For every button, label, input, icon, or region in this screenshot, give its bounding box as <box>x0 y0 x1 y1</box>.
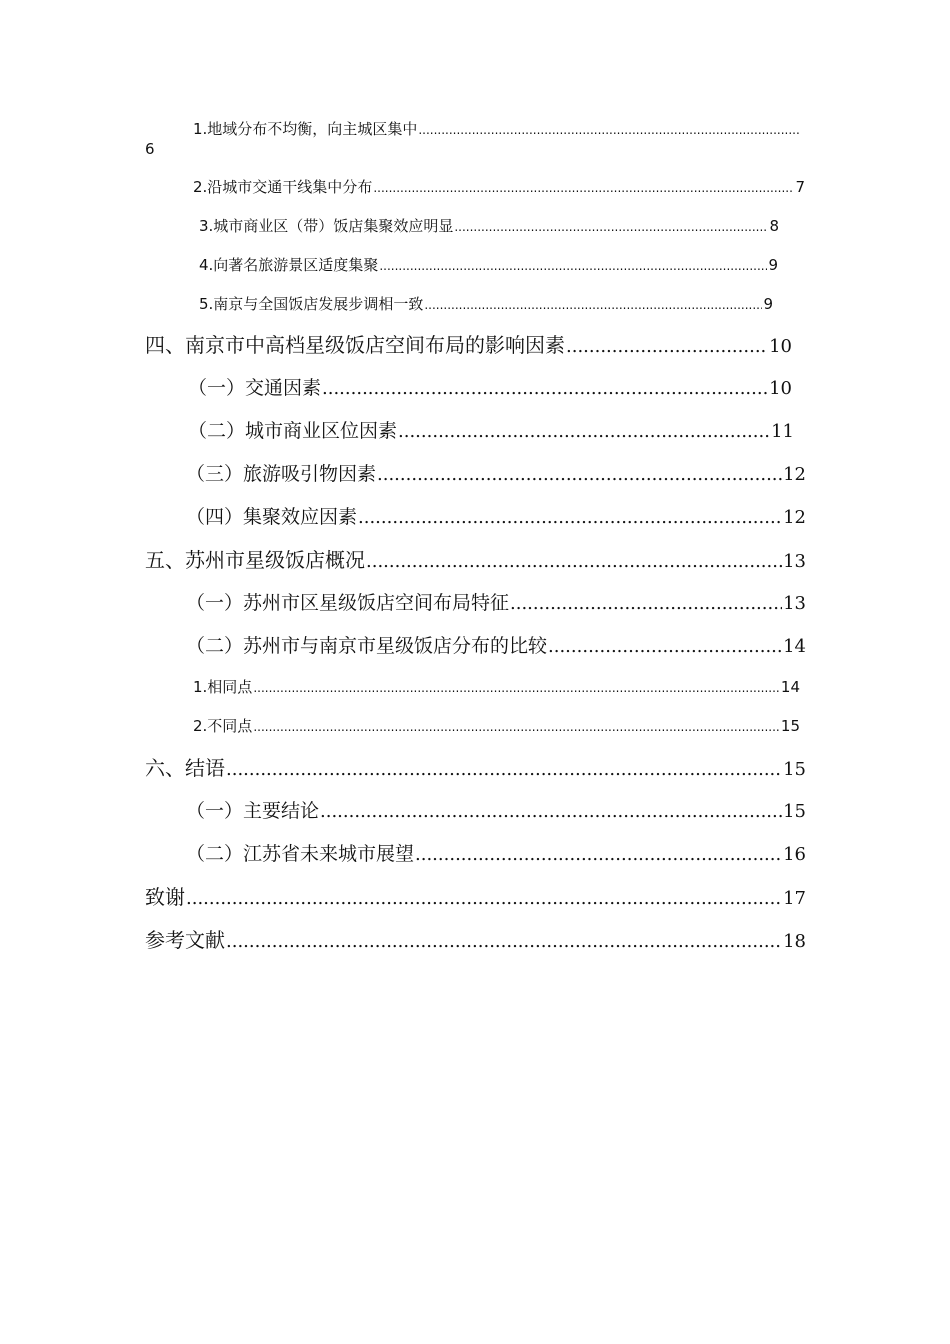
toc-entry-3[interactable] <box>199 215 779 237</box>
toc-label: 参考文献 <box>145 928 225 952</box>
toc-page-number: 7 <box>795 178 805 196</box>
toc-chapter-4[interactable] <box>145 331 792 359</box>
toc-label: （二）江苏省未来城市展望 <box>186 843 415 865</box>
toc-label: 2.不同点 <box>193 717 253 735</box>
toc-label: 六、结语 <box>145 756 225 780</box>
toc-entry-2[interactable] <box>193 176 805 198</box>
toc-page-number: 13 <box>783 593 806 614</box>
toc-page-number: 15 <box>783 759 806 780</box>
toc-leader-dots <box>226 928 782 956</box>
toc-page-number: 9 <box>768 256 778 274</box>
toc-leader-dots <box>398 418 770 446</box>
toc-chapter-5[interactable] <box>145 546 806 574</box>
toc-leader-dots <box>510 590 782 618</box>
toc-page-number: 10 <box>769 336 792 357</box>
toc-label: 5.南京与全国饭店发展步调相一致 <box>199 295 424 313</box>
toc-label: 2.沿城市交通干线集中分布 <box>193 178 373 196</box>
toc-section-4-3[interactable] <box>186 460 806 488</box>
toc-entry-5-2-2[interactable] <box>193 715 800 737</box>
toc-acknowledgements[interactable] <box>145 883 806 911</box>
toc-leader-dots <box>454 216 768 238</box>
toc-leader-dots <box>418 119 799 141</box>
toc-references[interactable] <box>145 926 806 954</box>
toc-label: 3.城市商业区（带）饭店集聚效应明显 <box>199 217 454 235</box>
toc-entry-1[interactable] <box>193 118 800 140</box>
toc-leader-dots <box>358 504 782 532</box>
toc-page-number: 15 <box>783 801 806 822</box>
toc-page-number: 15 <box>780 717 800 735</box>
toc-entry-5[interactable] <box>199 293 773 315</box>
toc-label: （三）旅游吸引物因素 <box>186 463 377 485</box>
toc-leader-dots <box>226 756 782 784</box>
toc-label: （一）主要结论 <box>186 800 320 822</box>
toc-label: 4.向著名旅游景区适度集聚 <box>199 256 379 274</box>
toc-label: （四）集聚效应因素 <box>186 506 358 528</box>
toc-section-4-2[interactable] <box>188 417 794 445</box>
toc-label: 五、苏州市星级饭店概况 <box>145 548 365 572</box>
toc-section-6-2[interactable] <box>186 840 806 868</box>
toc-page-number: 11 <box>771 421 794 442</box>
toc-leader-dots <box>379 255 767 277</box>
toc-leader-dots <box>320 798 782 826</box>
toc-page-number: 17 <box>783 888 806 909</box>
toc-page-number: 18 <box>783 931 806 952</box>
toc-page-number: 6 <box>145 140 155 158</box>
toc-label: （一）交通因素 <box>188 377 322 399</box>
toc-page-number: 9 <box>763 295 773 313</box>
toc-label: 致谢 <box>145 885 185 909</box>
toc-leader-dots <box>322 375 768 403</box>
toc-section-4-1[interactable] <box>188 374 792 402</box>
toc-leader-dots <box>186 885 782 913</box>
toc-chapter-6[interactable] <box>145 754 806 782</box>
toc-section-4-4[interactable] <box>186 503 806 531</box>
toc-leader-dots <box>424 294 762 316</box>
toc-section-5-2[interactable] <box>186 632 806 660</box>
toc-page-number: 14 <box>780 678 800 696</box>
toc-page-number: 12 <box>783 507 806 528</box>
toc-label: 1.相同点 <box>193 678 253 696</box>
toc-page-number: 16 <box>783 844 806 865</box>
toc-label: （一）苏州市区星级饭店空间布局特征 <box>186 592 510 614</box>
toc-section-5-1[interactable] <box>186 589 806 617</box>
toc-page-number: 10 <box>769 378 792 399</box>
toc-entry-5-2-1[interactable] <box>193 676 800 698</box>
toc-page-number: 8 <box>769 217 779 235</box>
toc-label: 1.地域分布不均衡，向主城区集中 <box>193 120 418 138</box>
toc-page-number: 13 <box>783 551 806 572</box>
toc-entry-4[interactable] <box>199 254 778 276</box>
toc-leader-dots <box>366 548 782 576</box>
toc-leader-dots <box>253 716 780 738</box>
toc-leader-dots <box>377 461 782 489</box>
toc-page-number: 12 <box>783 464 806 485</box>
toc-leader-dots <box>566 333 768 361</box>
toc-label: 四、南京市中高档星级饭店空间布局的影响因素 <box>145 333 565 357</box>
toc-page-number: 14 <box>783 636 806 657</box>
toc-leader-dots <box>373 177 794 199</box>
toc-label: （二）苏州市与南京市星级饭店分布的比较 <box>186 635 548 657</box>
toc-section-6-1[interactable] <box>186 797 806 825</box>
toc-leader-dots <box>253 677 780 699</box>
toc-label: （二）城市商业区位因素 <box>188 420 398 442</box>
toc-leader-dots <box>548 633 782 661</box>
toc-leader-dots <box>415 841 782 869</box>
